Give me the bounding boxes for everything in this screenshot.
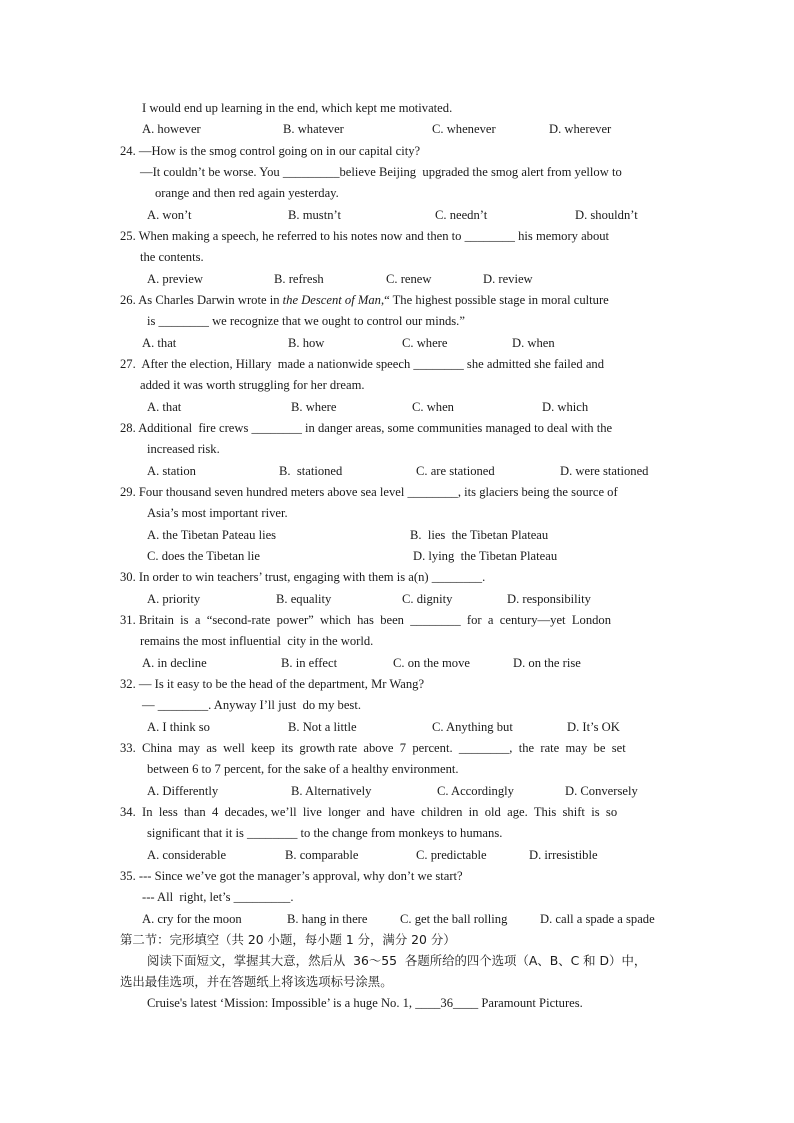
q31-option-d: D. on the rise [513, 656, 581, 670]
cloze-passage-first-line: Cruise's latest ‘Mission: Impossible’ is a huge No. 1, ____36____ Paramount Pictures. [147, 996, 583, 1010]
q32-option-c: C. Anything but [432, 720, 513, 734]
q26-stem-line2: is ________ we recognize that we ought to control our minds.” [147, 314, 465, 328]
q33-option-d: D. Conversely [565, 784, 638, 798]
q25-option-d: D. review [483, 272, 533, 286]
q28-stem: 28. Additional fire crews ________ in danger areas, some communities managed to deal with the [120, 421, 613, 435]
q32-stem: 32. — Is it easy to be the head of the department, Mr Wang? [120, 677, 425, 691]
q33-option-b: B. Alternatively [291, 784, 372, 798]
q30-option-a: A. priority [147, 592, 201, 606]
q32-stem-line2: — ________. Anyway I’ll just do my best. [142, 698, 361, 712]
q26-option-a: A. that [142, 336, 177, 350]
q31-stem-line2: remains the most influential city in the world. [140, 634, 374, 648]
q29-stem: 29. Four thousand seven hundred meters above sea level ________, its glaciers being the source of [120, 485, 618, 499]
q25-stem: 25. When making a speech, he referred to his notes now and then to ________ his memory about [120, 229, 610, 243]
q34-stem-line2: significant that it is ________ to the change from monkeys to humans. [147, 826, 503, 840]
q34-option-b: B. comparable [285, 848, 359, 862]
q35-option-d: D. call a spade a spade [540, 912, 655, 926]
q24-stem: 24. —How is the smog control going on in our capital city? [120, 144, 421, 158]
q24-stem-line3: orange and then red again yesterday. [155, 186, 339, 200]
q28-option-c: C. are stationed [416, 464, 495, 478]
q27-option-b: B. where [291, 400, 337, 414]
q34-stem: 34. In less than 4 decades, we’ll live longer and have children in old age. This shift is so [120, 805, 618, 819]
section2-heading: 第二节：完形填空（共 20 小题，每小题 1 分，满分 20 分） [120, 932, 456, 947]
q35-option-b: B. hang in there [287, 912, 368, 926]
q28-option-b: B. stationed [279, 464, 343, 478]
q24-stem-line2: —It couldn’t be worse. You _________believe Beijing upgraded the smog alert from yellow to [140, 165, 622, 179]
q35-option-a: A. cry for the moon [142, 912, 242, 926]
q30-option-c: C. dignity [402, 592, 453, 606]
q23-option-c: C. whenever [432, 122, 496, 136]
q32-option-d: D. It’s OK [567, 720, 620, 734]
q31-stem: 31. Britain is a “second-rate power” which has been ________ for a century—yet London [120, 613, 612, 627]
q31-option-c: C. on the move [393, 656, 470, 670]
q27-stem: 27. After the election, Hillary made a nationwide speech ________ she admitted she failed and [120, 357, 605, 371]
q33-stem-line2: between 6 to 7 percent, for the sake of a healthy environment. [147, 762, 459, 776]
section2-instructions: 阅读下面短文，掌握其大意，然后从 36～55 各题所给的四个选项（A、B、C 和 D）中， [147, 953, 647, 968]
q29-stem-line2: Asia’s most important river. [147, 506, 288, 520]
q29-option-a: A. the Tibetan Pateau lies [147, 528, 277, 542]
q33-stem: 33. China may as well keep its growth rate above 7 percent. ________, the rate may be set [120, 741, 626, 755]
q35-stem: 35. --- Since we’ve got the manager’s approval, why don’t we start? [120, 869, 463, 883]
q30-option-b: B. equality [276, 592, 332, 606]
q24-option-a: A. won’t [147, 208, 192, 222]
q25-option-a: A. preview [147, 272, 203, 286]
q27-stem-line2: added it was worth struggling for her dream. [140, 378, 365, 392]
q23-option-a: A. however [142, 122, 201, 136]
q28-option-a: A. station [147, 464, 196, 478]
q27-option-d: D. which [542, 400, 589, 414]
q34-option-d: D. irresistible [529, 848, 598, 862]
q26-option-d: D. when [512, 336, 555, 350]
q28-option-d: D. were stationed [560, 464, 649, 478]
q34-option-a: A. considerable [147, 848, 227, 862]
q31-option-a: A. in decline [142, 656, 207, 670]
q24-option-d: D. shouldn’t [575, 208, 638, 222]
q32-option-a: A. I think so [147, 720, 210, 734]
q29-option-b: B. lies the Tibetan Plateau [410, 528, 549, 542]
q33-option-c: C. Accordingly [437, 784, 514, 798]
q25-stem-line2: the contents. [140, 250, 204, 264]
q23-stem-tail: I would end up learning in the end, which kept me motivated. [142, 101, 453, 115]
q35-stem-line2: --- All right, let’s _________. [142, 890, 294, 904]
q28-stem-line2: increased risk. [147, 442, 220, 456]
q30-stem: 30. In order to win teachers’ trust, engaging with them is a(n) ________. [120, 570, 486, 584]
q34-option-c: C. predictable [416, 848, 487, 862]
q26-option-c: C. where [402, 336, 448, 350]
q26-option-b: B. how [288, 336, 325, 350]
q33-option-a: A. Differently [147, 784, 219, 798]
q23-option-d: D. wherever [549, 122, 612, 136]
q24-option-c: C. needn’t [435, 208, 488, 222]
q27-option-c: C. when [412, 400, 454, 414]
q26-stem: 26. As Charles Darwin wrote in the Descent of Man,“ The highest possible stage in moral culture [120, 293, 609, 307]
q25-option-c: C. renew [386, 272, 432, 286]
q29-option-c: C. does the Tibetan lie [147, 549, 260, 563]
q29-option-d: D. lying the Tibetan Plateau [413, 549, 558, 563]
section2-instructions-line2: 选出最佳选项，并在答题纸上将该选项标号涂黑。 [120, 974, 393, 989]
q31-option-b: B. in effect [281, 656, 338, 670]
q27-option-a: A. that [147, 400, 182, 414]
q32-option-b: B. Not a little [288, 720, 357, 734]
q25-option-b: B. refresh [274, 272, 324, 286]
q35-option-c: C. get the ball rolling [400, 912, 508, 926]
q23-option-b: B. whatever [283, 122, 344, 136]
q30-option-d: D. responsibility [507, 592, 591, 606]
q24-option-b: B. mustn’t [288, 208, 341, 222]
